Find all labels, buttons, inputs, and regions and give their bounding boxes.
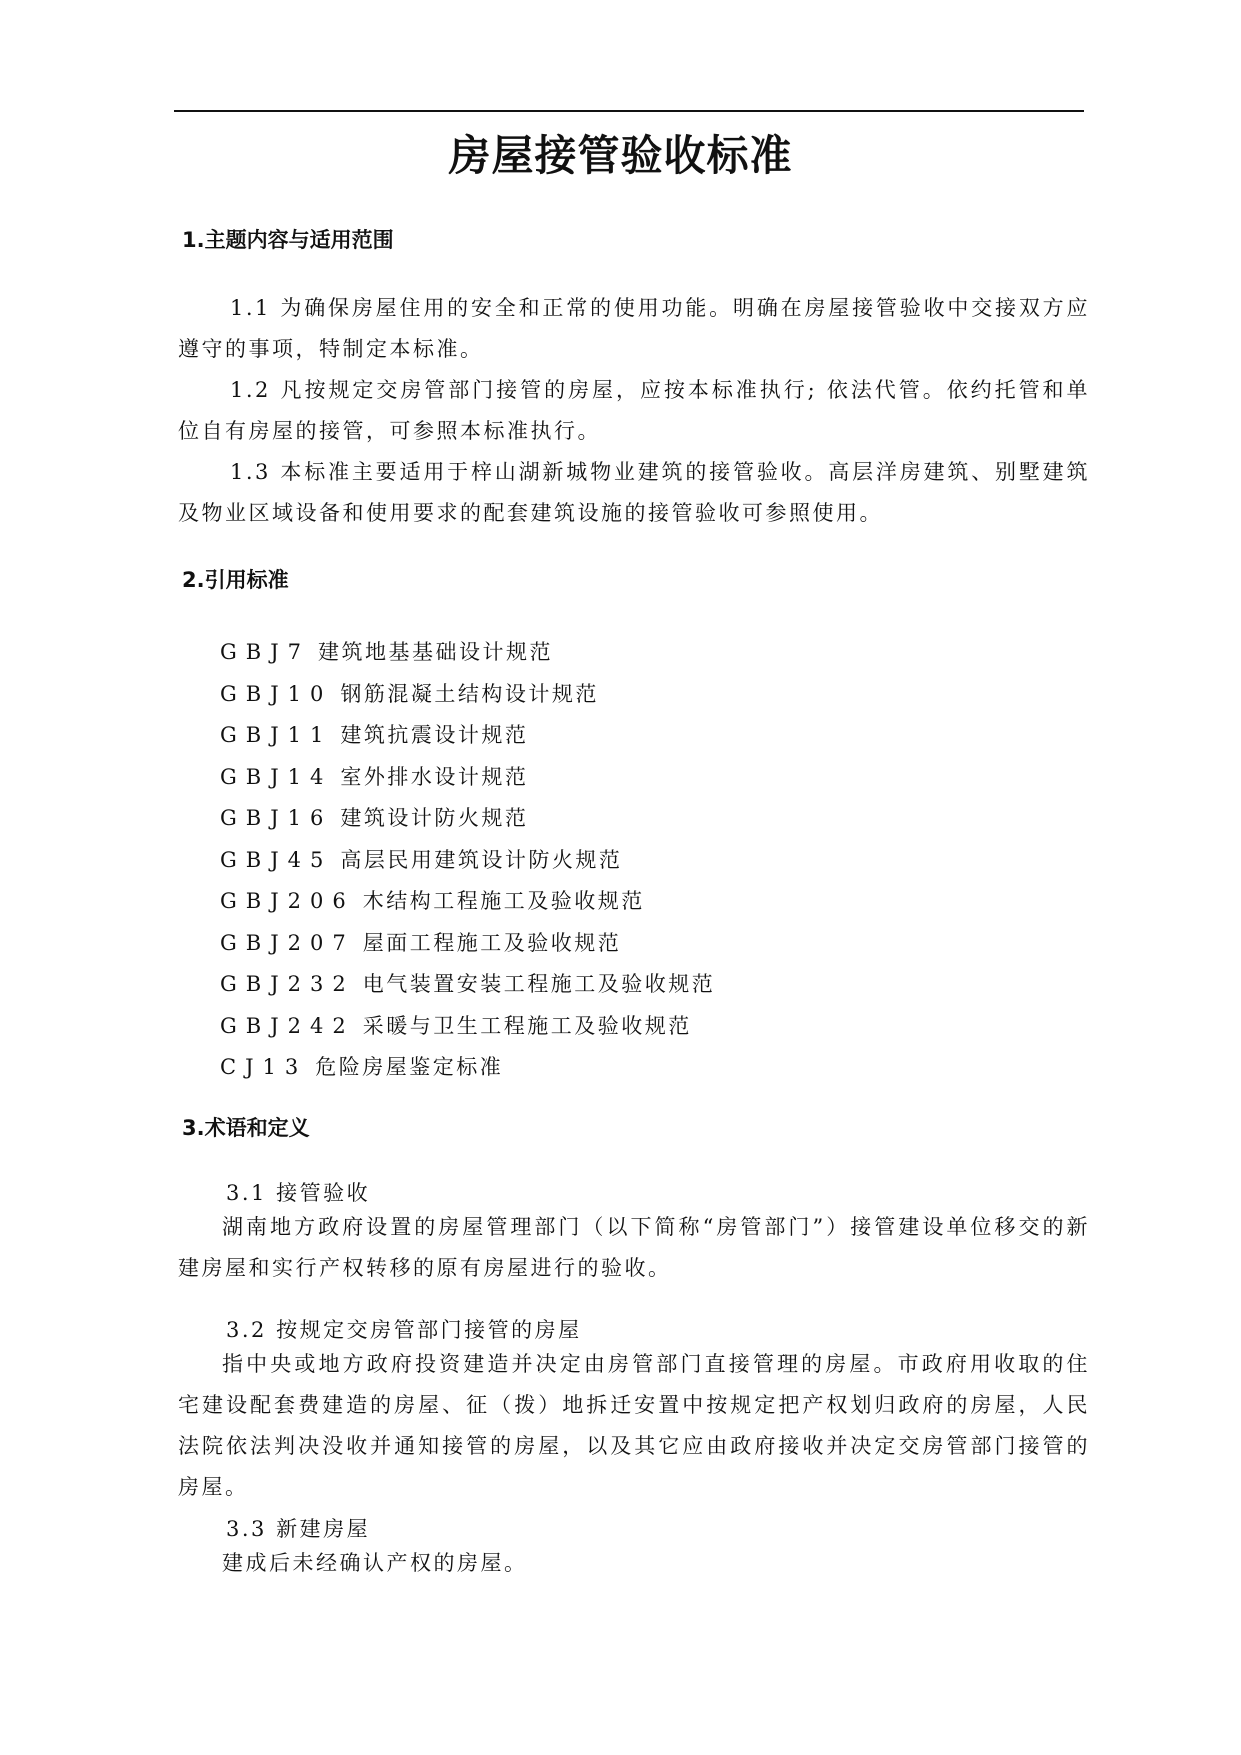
standard-name: 建筑地基基础设计规范 [318,640,553,664]
standard-code: GBJ232 [220,972,355,996]
header-rule [174,110,1084,112]
standard-name: 危险房屋鉴定标准 [315,1055,504,1079]
standard-code: GBJ45 [220,847,333,872]
standard-item [220,923,715,965]
clause-1-3: 1.3 本标准主要适用于梓山湖新城物业建筑的接管验收。高层洋房建筑、别墅建筑及物业区域设备和使用要求的配套建筑设施的接管验收可参照使用。 [178,460,1090,525]
section-2-heading: 2.引用标准 [182,568,289,592]
standard-code: GBJ10 [220,681,333,706]
standard-code: GBJ7 [220,640,310,664]
standard-code: GBJ207 [220,930,355,955]
standard-item [220,674,715,716]
standard-item [220,798,715,840]
term-3-3-title: 3.3 新建房屋 [226,1517,371,1541]
term-3-1-definition: 湖南地方政府设置的房屋管理部门（以下简称“房管部门”）接管建设单位移交的新建房屋和实行产权转移的原有房屋进行的验收。 [178,1215,1090,1280]
standard-item [220,715,715,757]
standard-item [220,1047,715,1089]
clause-1-1: 1.1 为确保房屋住用的安全和正常的使用功能。明确在房屋接管验收中交接双方应遵守的事项，特制定本标准。 [178,296,1090,361]
standard-code: GBJ16 [220,806,333,830]
standard-name: 钢筋混凝土结构设计规范 [340,681,599,706]
standard-name: 屋面工程施工及验收规范 [362,930,622,955]
section-3-heading: 3.术语和定义 [182,1116,310,1140]
document-title: 房屋接管验收标准 [448,131,793,180]
referenced-standards-list [220,632,715,1089]
standard-name: 高层民用建筑设计防火规范 [340,847,623,872]
term-3-3-definition: 建成后未经确认产权的房屋。 [222,1551,528,1575]
standard-code: GBJ14 [220,764,333,789]
term-3-1-title: 3.1 接管验收 [226,1181,371,1205]
standard-item [220,757,715,799]
section-1-heading: 1.主题内容与适用范围 [182,228,394,252]
term-3-2-title: 3.2 按规定交房管部门接管的房屋 [226,1318,582,1342]
standard-name: 木结构工程施工及验收规范 [362,889,645,913]
standard-code: GBJ11 [220,723,333,747]
standard-item [220,840,715,882]
standard-item [220,881,715,923]
standard-item [220,964,715,1006]
standard-item [220,632,715,674]
standard-code: CJ13 [220,1055,308,1079]
clause-1-2: 1.2 凡按规定交房管部门接管的房屋，应按本标准执行; 依法代管。依约托管和单位自有房屋的接管，可参照本标准执行。 [178,378,1090,443]
term-3-2-definition: 指中央或地方政府投资建造并决定由房管部门直接管理的房屋。市政府用收取的住宅建设配套费建造的房屋、征（拨）地拆迁安置中按规定把产权划归政府的房屋，人民法院依法判决没收并通知接管的房屋，以及其它应由政府接收并决定交房管部门接管的房屋。 [178,1352,1090,1499]
standard-name: 建筑设计防火规范 [340,806,529,830]
standard-name: 建筑抗震设计规范 [340,723,529,747]
standard-code: GBJ206 [220,889,355,913]
standard-name: 室外排水设计规范 [340,764,529,789]
standard-code: GBJ242 [220,1013,355,1038]
standard-name: 电气装置安装工程施工及验收规范 [362,972,716,996]
standard-name: 采暖与卫生工程施工及验收规范 [362,1013,692,1038]
standard-item [220,1006,715,1048]
